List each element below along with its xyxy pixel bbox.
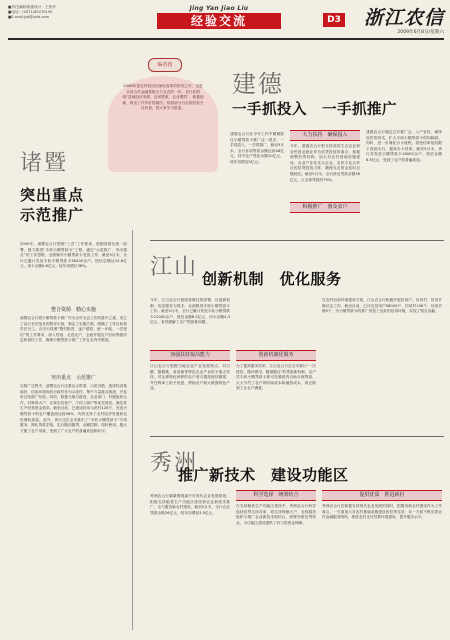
header-info-line: ■E-mail:jyb@zjnb.com xyxy=(8,15,50,20)
xiuzhou-body-1: 在支持粮食生产功能区建设中，秀洲农合行科学选择信贷支持对象，将支持种粮大户、农机服务组织与推广农业新技术相结合，统筹安排信贷资金，为功能区建设提供了有力的资金保障。 xyxy=(236,504,316,525)
zhuji-body-2: 在推广过程中，诸暨农合行注重以点带面、示范引路，选择经济基础好、信用环境优的行政村作为示范村，集中力量重点推进，并及时总结推广经验。同时，积极与地方政府、农业部门、村级组织合作，对种养大户、农家乐经营户、个体工商户等优先授信，满足其生产经营资金需求。截至目前，已建成信用示范村126个，发放小额贷款卡的农户覆盖面达到58%，有效支持了农村经济发展和农民增收致富。此外，该行还在全市推出了“丰收小额贷款卡”专项服务，简化贷款手续，实行随用随贷、余额控制、周转使用，极大方便了农户用款，受到了广大农户的普遍欢迎和好评。 xyxy=(20,384,127,433)
header-info-line: ■电话：(0571)85270190 xyxy=(8,10,53,15)
section-title: 经验交流 xyxy=(157,13,281,29)
editor-note-box xyxy=(108,76,218,172)
jiangshan-body-3: 在农村信用环境建设方面，江山农合行积极开展信用户、信用村、信用乡镇评定工作，截至目前，已评定信用户58000户、信用村156个、信用乡镇5个，为小额贷款卡的推广营造了良好的信用环境，实现了银农双赢。 xyxy=(322,298,442,314)
zhuji-body-1: 诸暨农合行将小额贷款卡推广作为全年支农工作的重中之重，成立了由行长任组长的领导小组，制定了实施方案，明确了工作目标和责任分工。各支行按照“整村推进、逐户建档、统一评级、一次授信”的工作要求，深入村组、走进农户，全面开展农户信用等级评定和授信工作，确保小额贷款卡推广工作扎实有序推进。 xyxy=(20,316,127,343)
xiuzhou-sub-2: 提供优质 推进新村 xyxy=(322,490,442,501)
jiande-sub-1: 大力扶持 确保投入 xyxy=(290,130,360,141)
jiangshan-calligraphy: 江山 xyxy=(150,255,199,280)
zhuji-headline-1: 突出重点 xyxy=(20,186,85,204)
xiuzhou-intro: 秀洲农合行紧紧围绕嘉兴市现代农业发展规划，积极支持粮食生产功能区建设和农业新技术推广，全力服务新农村建设，截至5月末，全行农业贷款余额26亿元，较年初增加3.5亿元。 xyxy=(150,494,230,515)
jiangshan-sub-1: 加强扶持提高能力 xyxy=(150,350,230,361)
zhuji-sub-2: 突出重点 示范推广 xyxy=(50,375,96,381)
zhuji-headline-2: 示范推广 xyxy=(20,206,85,224)
header-info-line: ■责任编辑/版面设计：王竟华 xyxy=(8,5,56,9)
paper-logo: 浙江农信 xyxy=(363,7,444,29)
jiande-intro: 建德农合行在今年工作中紧紧抓住小额贷款卡推广这一抓手，一手抓投入，一手抓推广，截至5月末，全行各项贷款余额达到48亿元，其中农户贷款余额20亿元，较年初增加3亿元。 xyxy=(230,132,284,164)
xiuzhou-sub-1: 科学选择 统筹结合 xyxy=(236,490,316,501)
jiangshan-divider xyxy=(150,436,444,437)
xiuzhou-calligraphy: 秀洲 xyxy=(150,451,199,476)
zhuji-sub-1: 整合资源 精心实施 xyxy=(50,307,96,313)
header-rule xyxy=(8,38,444,40)
jiangshan-intro: 今年，江山农合行按照省联社的部署，以创新机制、优化服务为抓手，全面推进丰收小额贷款卡工作。截至5月末，全行已累计发放丰收小额贷款卡21000余户，授信金额8.2亿元，用卡余额4.3亿元，有效缓解了农户贷款难问题。 xyxy=(150,298,230,325)
jiande-sub-2: 积极推广 惠及农户 xyxy=(290,202,360,213)
header-info xyxy=(8,5,118,21)
jiangshan-body-2-lead xyxy=(236,298,316,348)
section-pinyin: Jing Yan Jiao Liu xyxy=(189,5,249,12)
jiangshan-headline: 创新机制 优化服务 xyxy=(202,270,342,288)
xiuzhou-headline: 推广新技术 建设功能区 xyxy=(178,466,349,484)
jiande-divider xyxy=(150,240,444,241)
jiangshan-body-1: 江山农合行根据当地农业产业发展特点，对白鹅、猕猴桃、食用菌等特色农业产业给予重点扶持，对从事特色种养的农户适当提高授信额度，并在利率上给予优惠，帮助农户做大做强特色产业。 xyxy=(150,364,230,391)
jiande-body-2: 建德农合行通过召开推广会、入户宣传、媒体宣传等形式，扩大丰收小额贷款卡的知晓面。同时，进一步简化办卡流程，将授信审批权限下放到支行，提高办卡效率。截至5月末，该行共发放小额贷款卡16000余户，授信金额6.5亿元，受到了农户的普遍欢迎。 xyxy=(366,130,442,162)
jiangshan-body-2: 为了提高服务效率，江山农合行在全市推行“一次授信、循环使用、随借随还”的贷款新机制，农户凭丰收小额贷款卡即可在额度内自助办理贷款，大大节约了农户的时间成本和融资成本，真正做到了让农户满意。 xyxy=(236,364,316,391)
editor-note-title: 编者按 xyxy=(157,62,173,68)
jiande-headline: 一手抓投入 一手抓推广 xyxy=(232,102,397,118)
editor-note-text: 2008年是农村信用社深化改革的攻坚之年，也是全省合作金融系统大力支农的一年。各行社围绕“县域经济发展、农民增收、农业增效”，积极创新，推出了许多好的做法。现将部分行社的经验予以刊登，供大家学习借鉴。 xyxy=(122,84,204,111)
jiande-body-1: 今年，建德农合行把支持高效生态农业和农民创业就业作为信贷投放的重点，积极调整信贷结构，加大对农村基础设施建设、农业产业化龙头企业、农民专业合作社的信贷投放力度，确保支农资金及时足额到位。截至5月末，全行涉农贷款余额38亿元，占全部贷款的79%。 xyxy=(290,144,360,182)
editor-note-badge xyxy=(148,58,182,72)
xiuzhou-body-2: 秀洲农合行在积极支持现代农业发展的同时，把服务新农村建设作为工作重点，一方面加大对农村基础设施建设的信贷支持，另一方面不断完善农村金融服务网络，推进农村支付结算环境建设，提升服务水平。 xyxy=(322,504,442,520)
jiangshan-sub-2: 创新机制优服务 xyxy=(236,350,316,361)
page-code: D3 xyxy=(323,13,345,27)
header-date: 2009年6月8日/星期六 xyxy=(397,30,444,35)
zhuji-intro: 2009年，诸暨农合行围绕“三农”工作要求，根据省联社统一部署，强力推进“丰收小额贷款卡”工程，通过“示范推广、突出重点”的工作思路，全面铺开小额贷款卡发放工作，截至5月末，全行已累计发放丰收小额贷款卡36200余户，授信总额达12.6亿元，用卡余额6.8亿元，较年初增长38%。 xyxy=(20,242,127,269)
left-column-divider xyxy=(132,230,133,630)
jiande-calligraphy: 建德 xyxy=(232,70,284,98)
zhuji-calligraphy: 诸暨 xyxy=(20,151,69,176)
